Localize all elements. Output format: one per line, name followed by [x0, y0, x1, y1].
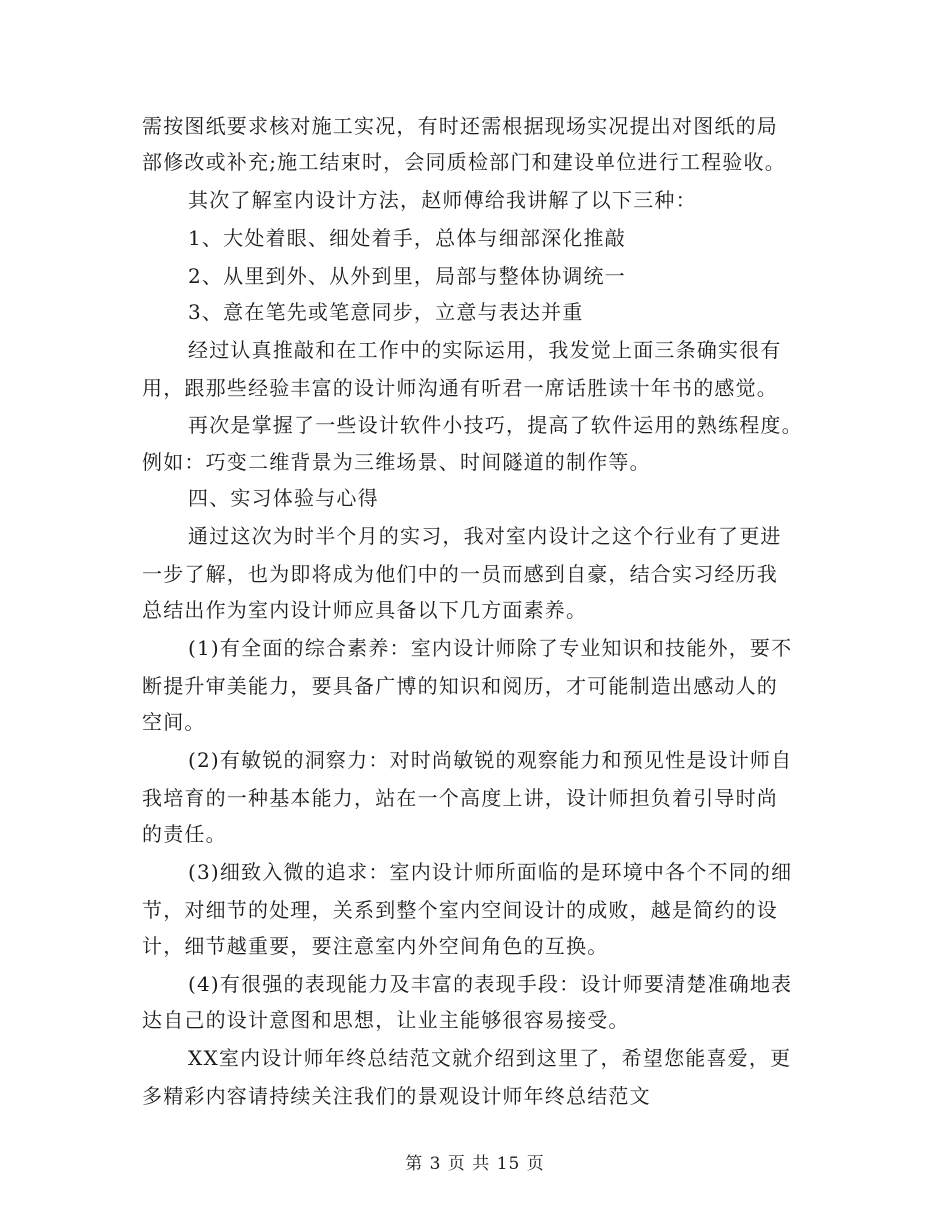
page-footer: 第 3 页 共 15 页 [405, 1154, 545, 1174]
body-text-line: 一步了解，也为即将成为他们中的一员而感到自豪，结合实习经历我 [142, 562, 778, 586]
body-text-line: 的责任。 [142, 822, 227, 846]
body-text-line: 经过认真推敲和在工作中的实际运用，我发觉上面三条确实很有 [188, 338, 782, 362]
body-text-line: 通过这次为时半个月的实习，我对室内设计之这个行业有了更进 [188, 524, 782, 548]
body-text-line: 计，细节越重要，要注意室内外空间角色的互换。 [142, 934, 609, 958]
body-text-line: (2)有敏锐的洞察力：对时尚敏锐的观察能力和预见性是设计师自 [188, 748, 793, 772]
body-text-line: 其次了解室内设计方法，赵师傅给我讲解了以下三种： [188, 188, 697, 212]
body-text-line: 需按图纸要求核对施工实况，有时还需根据现场实况提出对图纸的局 [142, 114, 778, 138]
body-text-line: 部修改或补充;施工结束时，会同质检部门和建设单位进行工程验收。 [142, 150, 786, 174]
body-text-line: 用，跟那些经验丰富的设计师沟通有听君一席话胜读十年书的感觉。 [142, 376, 778, 400]
list-item: 1、大处着眼、细处着手，总体与细部深化推敲 [188, 226, 626, 250]
body-text-line: XX室内设计师年终总结范文就介绍到这里了，希望您能喜爱，更 [188, 1046, 792, 1070]
list-item: 2、从里到外、从外到里，局部与整体协调统一 [188, 264, 626, 288]
body-text-line: 多精彩内容请持续关注我们的景观设计师年终总结范文 [142, 1084, 651, 1108]
body-text-line: 空间。 [142, 710, 206, 734]
section-heading: 四、实习体验与心得 [188, 486, 379, 510]
body-text-line: (4)有很强的表现能力及丰富的表现手段：设计师要清楚准确地表 [188, 972, 793, 996]
body-text-line: (3)细致入微的追求：室内设计师所面临的是环境中各个不同的细 [188, 860, 793, 884]
body-text-line: 断提升审美能力，要具备广博的知识和阅历，才可能制造出感动人的 [142, 674, 778, 698]
body-text-line: 再次是掌握了一些设计软件小技巧，提高了软件运用的熟练程度。 [188, 413, 803, 437]
list-item: 3、意在笔先或笔意同步，立意与表达并重 [188, 300, 584, 324]
body-text-line: 达自己的设计意图和思想，让业主能够很容易接受。 [142, 1008, 630, 1032]
body-text-line: (1)有全面的综合素养：室内设计师除了专业知识和技能外，要不 [188, 636, 793, 660]
body-text-line: 节，对细节的处理，关系到整个室内空间设计的成败，越是简约的设 [142, 898, 778, 922]
body-text-line: 我培育的一种基本能力，站在一个高度上讲，设计师担负着引导时尚 [142, 786, 778, 810]
body-text-line: 例如：巧变二维背景为三维场景、时间隧道的制作等。 [142, 450, 651, 474]
body-text-line: 总结出作为室内设计师应具备以下几方面素养。 [142, 598, 588, 622]
